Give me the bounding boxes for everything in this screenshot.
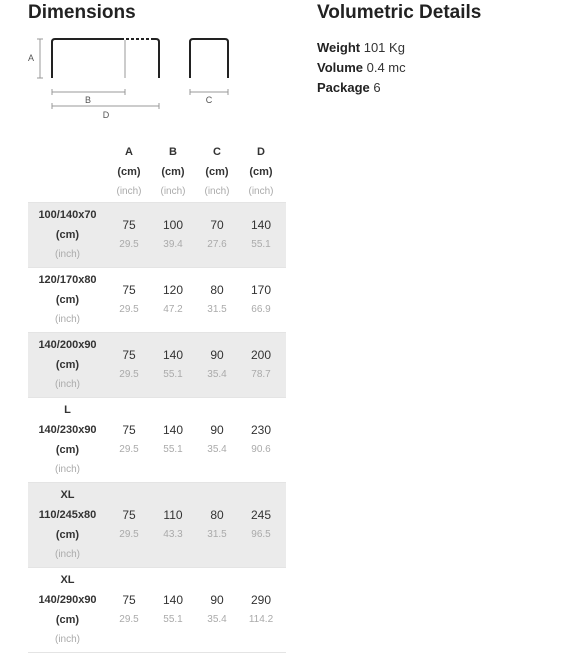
cell-cm-value: 90 [210, 423, 224, 437]
cell-cm-value: 90 [210, 348, 224, 362]
row-unit-inch: (inch) [54, 314, 80, 325]
row-size-text: XL [60, 574, 75, 586]
table-row [28, 202, 286, 267]
header-a-unit-cm: (cm) [117, 166, 141, 178]
package-label: Package [317, 80, 370, 95]
cell-inch-value: 29.5 [119, 239, 139, 250]
row-unit-inch: (inch) [54, 379, 80, 390]
row-size-text: 110/245x80 [38, 509, 97, 521]
table-front-view [52, 39, 159, 78]
row-size-text: 100/140x70 [38, 209, 97, 221]
cell-inch-value: 27.6 [207, 239, 227, 250]
cell-inch-value: 31.5 [207, 529, 227, 540]
cell-cm-value: 140 [250, 218, 272, 232]
cell-inch-value: 43.3 [163, 529, 183, 540]
cell-cm-value: 200 [250, 348, 272, 362]
cell-cm-value: 290 [250, 593, 272, 607]
cell-cm-value: 80 [210, 283, 224, 297]
dim-a-label: A [27, 53, 35, 63]
cell-inch-value: 39.4 [163, 239, 183, 250]
row-unit-inch: (inch) [54, 549, 80, 560]
cell-inch-value: 55.1 [163, 444, 183, 455]
cell-inch-value: 29.5 [119, 369, 139, 380]
dim-d-label: D [102, 110, 110, 120]
cell-cm-value: 75 [122, 283, 136, 297]
header-col-c [195, 142, 239, 202]
row-size-text: 140/230x90 [38, 424, 97, 436]
cell-cm-value: 245 [250, 508, 272, 522]
table-row [28, 567, 286, 652]
row-size-label [28, 485, 107, 565]
row-unit-cm: (cm) [55, 444, 80, 456]
row-unit-cm: (cm) [55, 529, 80, 541]
table-cell-c [195, 590, 239, 630]
package-value: 6 [373, 80, 381, 95]
cell-cm-value: 140 [162, 593, 184, 607]
row-size-text: 120/170x80 [38, 274, 97, 286]
header-col-d [239, 142, 283, 202]
table-cell-b [151, 420, 195, 460]
header-a-unit-inch: (inch) [116, 186, 142, 197]
cell-inch-value: 90.6 [251, 444, 271, 455]
cell-inch-value: 78.7 [251, 369, 271, 380]
header-c-label: C [213, 146, 221, 158]
row-unit-inch: (inch) [54, 634, 80, 645]
row-size-label [28, 335, 107, 395]
table-cell-d [239, 590, 283, 630]
cell-inch-value: 114.2 [248, 614, 274, 625]
header-a-label: A [125, 146, 133, 158]
row-size-label [28, 270, 107, 330]
cell-cm-value: 100 [162, 218, 184, 232]
table-cell-c [195, 420, 239, 460]
dim-b-label: B [84, 95, 92, 105]
table-cell-b [151, 590, 195, 630]
header-d-label: D [257, 146, 265, 158]
row-size-label [28, 205, 107, 265]
table-cell-c [195, 505, 239, 545]
table-cell-a [107, 215, 151, 255]
table-cell-d [239, 215, 283, 255]
cell-inch-value: 35.4 [207, 614, 227, 625]
table-cell-c [195, 215, 239, 255]
table-cell-a [107, 590, 151, 630]
cell-cm-value: 75 [122, 218, 136, 232]
header-col-b [151, 142, 195, 202]
table-side-view [190, 39, 228, 78]
cell-cm-value: 110 [163, 508, 183, 522]
header-c-unit-inch: (inch) [204, 186, 230, 197]
table-body [28, 202, 286, 652]
table-cell-b [151, 505, 195, 545]
cell-inch-value: 55.1 [163, 369, 183, 380]
table-cell-a [107, 420, 151, 460]
table-cell-d [239, 345, 283, 385]
row-size-text: XL [60, 489, 75, 501]
cell-cm-value: 75 [122, 593, 136, 607]
cell-inch-value: 31.5 [207, 304, 227, 315]
table-header [28, 142, 286, 202]
row-unit-cm: (cm) [55, 229, 80, 241]
cell-cm-value: 230 [250, 423, 272, 437]
volume-label: Volume [317, 60, 363, 75]
header-col-a [107, 142, 151, 202]
cell-inch-value: 66.9 [251, 304, 271, 315]
cell-inch-value: 29.5 [119, 529, 139, 540]
cell-inch-value: 55.1 [163, 614, 183, 625]
cell-cm-value: 140 [162, 423, 184, 437]
cell-inch-value: 35.4 [207, 369, 227, 380]
row-unit-cm: (cm) [55, 614, 80, 626]
cell-inch-value: 47.2 [163, 304, 183, 315]
volumetric-details [317, 38, 406, 98]
cell-cm-value: 70 [210, 218, 224, 232]
cell-inch-value: 29.5 [119, 444, 139, 455]
row-unit-inch: (inch) [54, 249, 80, 260]
cell-inch-value: 35.4 [207, 444, 227, 455]
cell-cm-value: 170 [250, 283, 272, 297]
cell-inch-value: 29.5 [119, 614, 139, 625]
row-size-text: 140/200x90 [38, 339, 97, 351]
volume-line [317, 58, 406, 78]
cell-inch-value: 96.5 [251, 529, 271, 540]
weight-label: Weight [317, 40, 361, 55]
dimensions-title: Dimensions [28, 2, 136, 23]
weight-value: 101 Kg [363, 40, 405, 55]
table-cell-c [195, 280, 239, 320]
table-cell-b [151, 280, 195, 320]
row-size-text: 140/290x90 [38, 594, 97, 606]
table-cell-b [151, 215, 195, 255]
row-size-text: L [64, 404, 71, 416]
package-line [317, 78, 406, 98]
header-c-unit-cm: (cm) [205, 166, 229, 178]
cell-inch-value: 55.1 [251, 239, 271, 250]
row-unit-cm: (cm) [55, 294, 80, 306]
row-size-label [28, 400, 107, 480]
header-b-label: B [169, 146, 177, 158]
table-row [28, 397, 286, 482]
cell-cm-value: 120 [162, 283, 184, 297]
dimensions-table [28, 142, 286, 653]
table-cell-a [107, 505, 151, 545]
table-cell-b [151, 345, 195, 385]
dim-c-label: C [205, 95, 213, 105]
table-cell-d [239, 420, 283, 460]
table-row [28, 332, 286, 397]
row-size-label [28, 570, 107, 650]
table-cell-d [239, 280, 283, 320]
volume-value: 0.4 mc [366, 60, 406, 75]
header-b-unit-cm: (cm) [161, 166, 185, 178]
header-d-unit-cm: (cm) [249, 166, 273, 178]
cell-cm-value: 90 [210, 593, 224, 607]
cell-cm-value: 75 [122, 348, 136, 362]
table-cell-d [239, 505, 283, 545]
table-dimensions-diagram [22, 30, 242, 125]
cell-inch-value: 29.5 [119, 304, 139, 315]
cell-cm-value: 80 [210, 508, 224, 522]
row-unit-inch: (inch) [54, 464, 80, 475]
cell-cm-value: 140 [162, 348, 184, 362]
table-cell-a [107, 345, 151, 385]
table-row [28, 482, 286, 567]
table-cell-a [107, 280, 151, 320]
header-d-unit-inch: (inch) [248, 186, 274, 197]
header-b-unit-inch: (inch) [160, 186, 186, 197]
volumetric-details-title: Volumetric Details [317, 2, 482, 23]
cell-cm-value: 75 [122, 508, 136, 522]
weight-line [317, 38, 406, 58]
table-row [28, 267, 286, 332]
cell-cm-value: 75 [122, 423, 136, 437]
table-cell-c [195, 345, 239, 385]
row-unit-cm: (cm) [55, 359, 80, 371]
